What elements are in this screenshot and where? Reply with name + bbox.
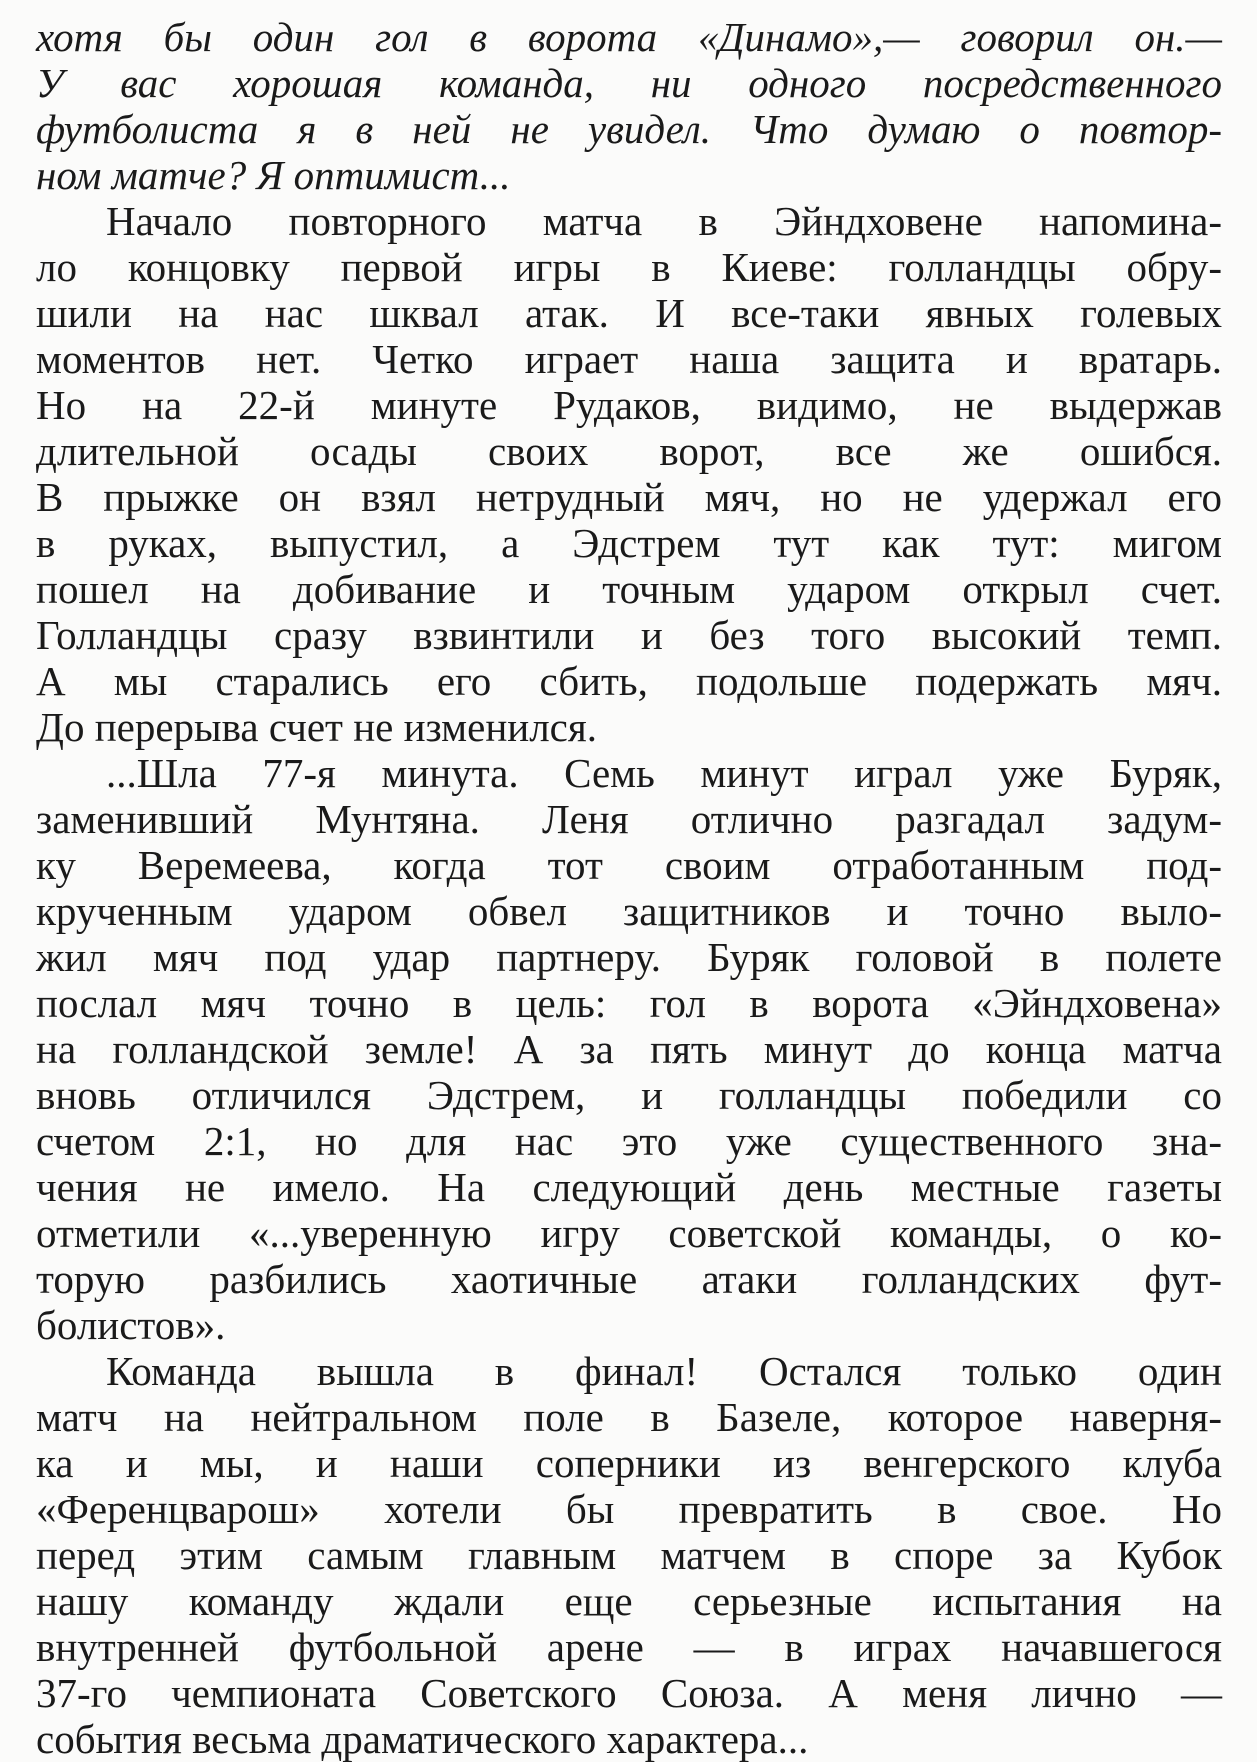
text-line: ку Веремеева, когда тот своим отработанным под- bbox=[36, 842, 1222, 888]
paragraph-first-line: Начало повторного матча в Эйндховене напомина- bbox=[106, 198, 1222, 244]
text-line: До перерыва счет не изменился. bbox=[36, 704, 597, 750]
text-line: ка и мы, и наши соперники из венгерского клуба bbox=[36, 1440, 1222, 1486]
text-line: вновь отличился Эдстрем, и голландцы победили со bbox=[36, 1072, 1222, 1118]
text-line: перед этим самым главным матчем в споре за Кубок bbox=[36, 1532, 1222, 1578]
text-line: «Ференцварош» хотели бы превратить в свое. Но bbox=[36, 1486, 1222, 1532]
text-line: счетом 2:1, но для нас это уже существенного зна- bbox=[36, 1118, 1222, 1164]
text-line: жил мяч под удар партнеру. Буряк головой в полете bbox=[36, 934, 1222, 980]
text-line: В прыжке он взял нетрудный мяч, но не удержал его bbox=[36, 474, 1222, 520]
text-line: пошел на добивание и точным ударом открыл счет. bbox=[36, 566, 1222, 612]
text-line: нашу команду ждали еще серьезные испытания на bbox=[36, 1578, 1222, 1624]
text-line: болистов». bbox=[36, 1302, 226, 1348]
text-line: Голландцы сразу взвинтили и без того высокий темп. bbox=[36, 612, 1222, 658]
text-line: 37-го чемпионата Советского Союза. А меня лично — bbox=[36, 1670, 1222, 1716]
text-line: футболиста я в ней не увидел. Что думаю о повтор- bbox=[36, 106, 1222, 152]
text-line: на голландской земле! А за пять минут до конца матча bbox=[36, 1026, 1222, 1072]
text-line: ном матче? Я оптимист... bbox=[36, 152, 511, 198]
text-line: матч на нейтральном поле в Базеле, которое наверня- bbox=[36, 1394, 1222, 1440]
text-line: ло концовку первой игры в Киеве: голландцы обру- bbox=[36, 244, 1222, 290]
paragraph-first-line: ...Шла 77-я минута. Семь минут играл уже Буряк, bbox=[106, 750, 1222, 796]
text-line: моментов нет. Четко играет наша защита и вратарь. bbox=[36, 336, 1222, 382]
text-line: отметили «...уверенную игру советской команды, о ко- bbox=[36, 1210, 1222, 1256]
text-line: торую разбились хаотичные атаки голландских фут- bbox=[36, 1256, 1222, 1302]
text-line: А мы старались его сбить, подольше подержать мяч. bbox=[36, 658, 1222, 704]
text-line: события весьма драматического характера... bbox=[36, 1716, 809, 1762]
text-line: в руках, выпустил, а Эдстрем тут как тут: мигом bbox=[36, 520, 1222, 566]
text-line: послал мяч точно в цель: гол в ворота «Эйндховена» bbox=[36, 980, 1222, 1026]
text-line: У вас хорошая команда, ни одного посредственного bbox=[36, 60, 1222, 106]
text-line: чения не имело. На следующий день местные газеты bbox=[36, 1164, 1222, 1210]
text-line: шили на нас шквал атак. И все-таки явных голевых bbox=[36, 290, 1222, 336]
text-line: внутренней футбольной арене — в играх начавшегося bbox=[36, 1624, 1222, 1670]
book-page bbox=[36, 14, 1222, 1762]
text-line: крученным ударом обвел защитников и точно выло- bbox=[36, 888, 1222, 934]
paragraph-first-line: Команда вышла в финал! Остался только один bbox=[106, 1348, 1222, 1394]
text-line: хотя бы один гол в ворота «Динамо»,— говорил он.— bbox=[36, 14, 1222, 60]
text-line: Но на 22-й минуте Рудаков, видимо, не выдержав bbox=[36, 382, 1222, 428]
text-line: длительной осады своих ворот, все же ошибся. bbox=[36, 428, 1222, 474]
text-line: заменивший Мунтяна. Леня отлично разгадал задум- bbox=[36, 796, 1222, 842]
